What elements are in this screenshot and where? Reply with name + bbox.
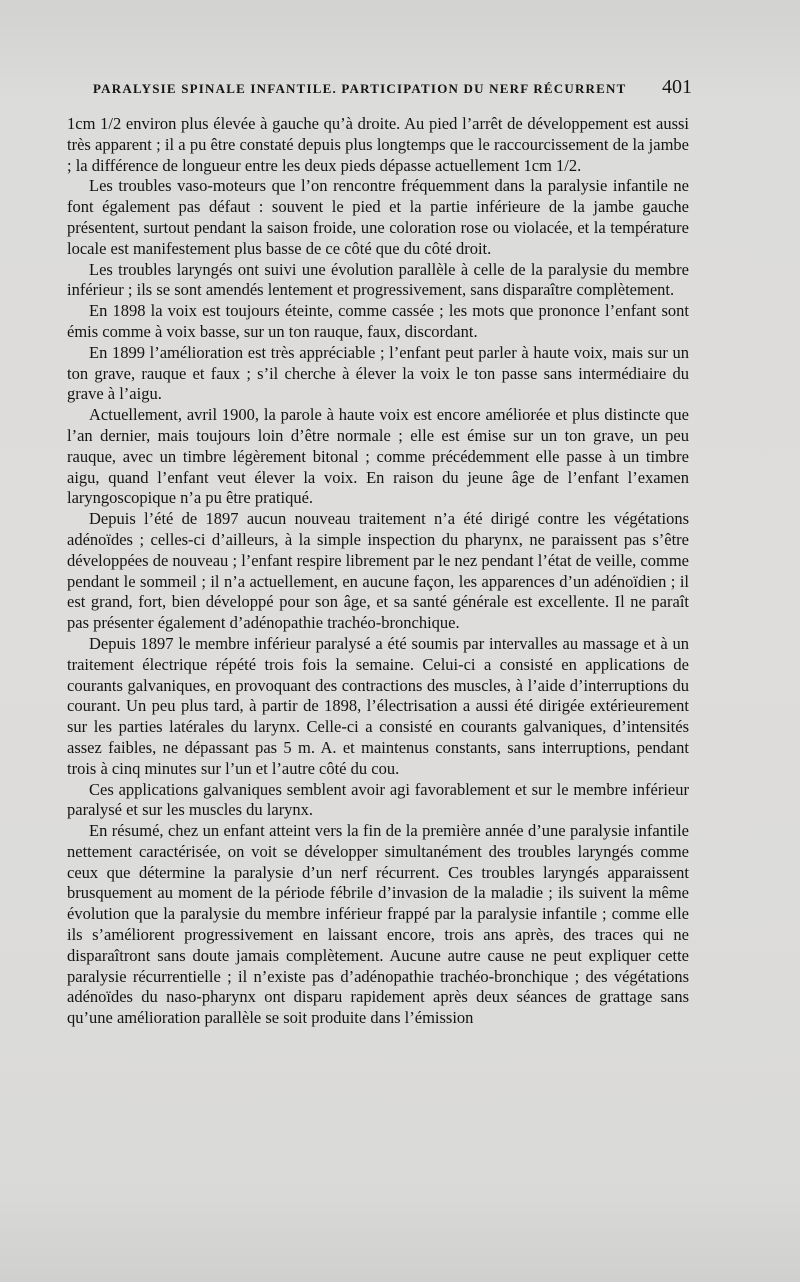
paragraph-5: En 1899 l’amélioration est très appréciable ; l’enfant peut parler à haute voix, mais sur un ton grave, rauque et faux ; s’il cherche à élever la voix le ton passe sans intermédiaire du grave à l’aigu. — [67, 342, 689, 404]
paragraph-8: Depuis 1897 le membre inférieur paralysé a été soumis par intervalles au massage et à un traitement électrique répété trois fois la semaine. Celui-ci a consisté en applications de courants galvaniques, en provoquant des contractions des muscles, à l’aide d’interruptions du courant. Un peu plus tard, à partir de 1898, l’électrisation a aussi été dirigée extérieurement sur les parties latérales du larynx. Celle-ci a consisté en courants galvaniques, d’intensités assez faibles, ne dépassant pas 5 m. A. et maintenus constants, sans interruptions, pendant trois à cinq minutes sur l’un et l’autre côté du cou. — [67, 633, 689, 778]
paragraph-1: 1cm 1/2 environ plus élevée à gauche qu’à droite. Au pied l’arrêt de développement est aussi très apparent ; il a pu être constaté depuis plus longtemps que le raccourcissement de la jambe ; la différence de longueur entre les deux pieds dépasse actuellement 1cm 1/2. — [67, 114, 689, 175]
paragraph-4: En 1898 la voix est toujours éteinte, comme cassée ; les mots que prononce l’enfant sont émis comme à voix basse, sur un ton rauque, faux, discordant. — [67, 301, 689, 341]
paragraph-7: Depuis l’été de 1897 aucun nouveau traitement n’a été dirigé contre les végétations adénoïdes ; celles-ci d’ailleurs, à la simple inspection du pharynx, ne paraissent pas s’être développées de nouveau ; l’enfant respire librement par le nez pendant l’état de veille, comme pendant le sommeil ; il n’a actuellement, en aucune façon, les apparences d’un adénoïdien ; il est grand, fort, bien développé pour son âge, et sa santé générale est excellente. Il ne paraît pas présenter également d’adénopathie trachéo-bronchique. — [67, 509, 689, 633]
paragraph-2: Les troubles vaso-moteurs que l’on rencontre fréquemment dans la paralysie infantile ne font également pas défaut : souvent le pied et la partie inférieure de la jambe gauche présentent, surtout pendant la saison froide, une coloration rose ou violacée, et la température locale est manifestement plus basse de ce côté que du côté droit. — [67, 176, 689, 258]
page-number: 401 — [662, 76, 692, 98]
body-text — [67, 114, 689, 1029]
paragraph-9: Ces applications galvaniques semblent avoir agi favorablement et sur le membre inférieur paralysé et sur les muscles du larynx. — [67, 779, 689, 820]
paragraph-10: En résumé, chez un enfant atteint vers la fin de la première année d’une paralysie infantile nettement caractérisée, on voit se développer simultanément des troubles laryngés comme ceux que détermine la paralysie d’un nerf récurrent. Ces troubles laryngés apparaissent brusquement au moment de la période fébrile d’invasion de la maladie ; ils suivent la même évolution que la paralysie du membre inférieur frappé par la paralysie infantile ; comme elle ils s’améliorent progressivement en laissant encore, trois ans après, des traces qui ne disparaîtront sans doute jamais complètement. Aucune autre cause ne peut expliquer cette paralysie récurrentielle ; il n’existe pas d’adénopathie trachéo-bronchique ; des végétations adénoïdes du naso-pharynx ont disparu rapidement après deux séances de grattage sans qu’une amélioration parallèle se soit produite dans l’émission — [67, 821, 689, 1028]
paragraph-3: Les troubles laryngés ont suivi une évolution parallèle à celle de la paralysie du membre inférieur ; ils se sont amendés lentement et progressivement, sans disparaître complètement. — [67, 259, 689, 300]
paragraph-6: Actuellement, avril 1900, la parole à haute voix est encore améliorée et plus distincte que l’an dernier, mais toujours loin d’être normale ; elle est émise sur un ton grave, un peu rauque, avec un timbre légèrement bitonal ; comme précédemment elle passe à un timbre aigu, quand l’enfant veut élever la voix. En raison du jeune âge de l’enfant l’examen laryngoscopique n’a pu être pratiqué. — [67, 405, 689, 508]
running-title: PARALYSIE SPINALE INFANTILE. PARTICIPATION DU NERF RÉCURRENT — [93, 81, 627, 96]
page-header — [93, 76, 692, 102]
